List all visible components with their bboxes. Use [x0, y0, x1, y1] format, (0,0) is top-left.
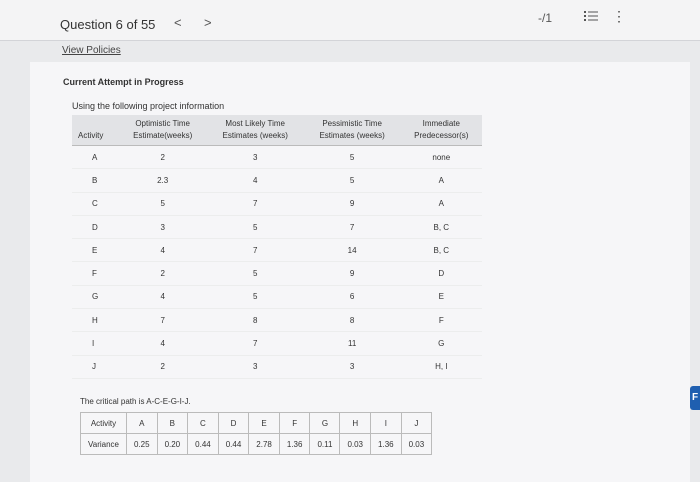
cell-pred: G	[401, 332, 482, 355]
cell-pred: B, C	[401, 239, 482, 262]
variance-table	[80, 412, 432, 455]
col-activity: Activity	[72, 115, 119, 146]
cell-optimistic: 5	[119, 192, 207, 215]
question-title: Question 6 of 55	[60, 17, 156, 32]
table-row	[72, 215, 482, 238]
cell-activity: A	[72, 146, 119, 169]
cell-activity: F	[72, 262, 119, 285]
variance-row-label: Variance	[81, 434, 127, 455]
table-row	[72, 309, 482, 332]
table-row	[72, 146, 482, 169]
cell-likely: 7	[207, 239, 304, 262]
cell-pessimistic: 9	[304, 192, 401, 215]
col-optimistic-line1: Optimistic Time	[135, 119, 190, 128]
cell-optimistic: 2	[119, 146, 207, 169]
view-policies-link[interactable]: View Policies	[62, 45, 121, 56]
col-pessimistic-line1: Pessimistic Time	[322, 119, 382, 128]
cell-activity: D	[72, 215, 119, 238]
cell-optimistic: 3	[119, 215, 207, 238]
question-intro: Using the following project information	[72, 101, 225, 111]
table-row	[72, 355, 482, 378]
cell-pred: A	[401, 192, 482, 215]
variance-activity-cell: C	[188, 413, 219, 434]
variance-activity-cell: G	[310, 413, 340, 434]
cell-likely: 7	[207, 332, 304, 355]
variance-value-cell: 1.36	[371, 434, 402, 455]
variance-header-row	[81, 413, 432, 434]
cell-pessimistic: 7	[304, 215, 401, 238]
more-options-icon[interactable]: ⋮	[612, 8, 626, 24]
col-pred-line1: Immediate	[422, 119, 460, 128]
table-row	[72, 285, 482, 308]
variance-values-row	[81, 434, 432, 455]
variance-value-cell: 0.11	[310, 434, 340, 455]
variance-activity-cell: I	[371, 413, 402, 434]
table-row	[72, 239, 482, 262]
question-list-icon[interactable]	[584, 10, 598, 22]
cell-pred: H, I	[401, 355, 482, 378]
cell-activity: I	[72, 332, 119, 355]
variance-value-cell: 0.03	[340, 434, 371, 455]
cell-likely: 4	[207, 169, 304, 192]
col-optimistic-line2: Estimate(weeks)	[133, 131, 193, 140]
cell-likely: 3	[207, 355, 304, 378]
variance-value-cell: 0.44	[188, 434, 219, 455]
cell-pessimistic: 3	[304, 355, 401, 378]
cell-pessimistic: 11	[304, 332, 401, 355]
col-likely-line2: Estimates (weeks)	[222, 131, 288, 140]
variance-value-cell: 0.03	[401, 434, 432, 455]
cell-activity: B	[72, 169, 119, 192]
cell-activity: H	[72, 309, 119, 332]
variance-activity-cell: J	[401, 413, 432, 434]
cell-likely: 5	[207, 215, 304, 238]
cell-optimistic: 2	[119, 355, 207, 378]
cell-pessimistic: 5	[304, 169, 401, 192]
project-info-table	[72, 115, 482, 379]
cell-likely: 5	[207, 285, 304, 308]
cell-activity: C	[72, 192, 119, 215]
col-likely	[207, 115, 304, 146]
variance-activity-cell: H	[340, 413, 371, 434]
variance-value-cell: 2.78	[249, 434, 280, 455]
cell-pred: A	[401, 169, 482, 192]
cell-pessimistic: 5	[304, 146, 401, 169]
cell-activity: G	[72, 285, 119, 308]
cell-pred: D	[401, 262, 482, 285]
cell-optimistic: 2	[119, 262, 207, 285]
col-pessimistic	[304, 115, 401, 146]
variance-value-cell: 1.36	[279, 434, 310, 455]
cell-likely: 3	[207, 146, 304, 169]
col-likely-line1: Most Likely Time	[225, 119, 285, 128]
table-row	[72, 262, 482, 285]
cell-pessimistic: 9	[304, 262, 401, 285]
cell-optimistic: 4	[119, 332, 207, 355]
variance-activity-cell: A	[126, 413, 157, 434]
cell-likely: 7	[207, 192, 304, 215]
cell-pred: none	[401, 146, 482, 169]
critical-path-text: The critical path is A-C-E-G-I-J.	[80, 397, 191, 406]
table-header-row	[72, 115, 482, 146]
cell-activity: J	[72, 355, 119, 378]
variance-activity-cell: D	[218, 413, 249, 434]
cell-likely: 5	[207, 262, 304, 285]
side-panel-tab[interactable]: F	[690, 386, 700, 410]
cell-optimistic: 2.3	[119, 169, 207, 192]
cell-pred: B, C	[401, 215, 482, 238]
variance-value-cell: 0.20	[157, 434, 188, 455]
cell-activity: E	[72, 239, 119, 262]
cell-pessimistic: 8	[304, 309, 401, 332]
cell-optimistic: 4	[119, 239, 207, 262]
top-bar	[0, 0, 700, 41]
variance-activity-cell: B	[157, 413, 188, 434]
variance-activity-cell: F	[279, 413, 310, 434]
cell-optimistic: 4	[119, 285, 207, 308]
score-display: -/1	[538, 11, 553, 25]
next-question-button[interactable]: >	[204, 15, 212, 30]
cell-pred: F	[401, 309, 482, 332]
cell-likely: 8	[207, 309, 304, 332]
col-predecessors	[401, 115, 482, 146]
variance-header-label: Activity	[81, 413, 127, 434]
cell-pessimistic: 14	[304, 239, 401, 262]
col-pessimistic-line2: Estimates (weeks)	[319, 131, 385, 140]
variance-activity-cell: E	[249, 413, 280, 434]
cell-pessimistic: 6	[304, 285, 401, 308]
prev-question-button[interactable]: <	[174, 15, 182, 30]
table-row	[72, 192, 482, 215]
table-row	[72, 332, 482, 355]
col-optimistic	[119, 115, 207, 146]
col-pred-line2: Predecessor(s)	[414, 131, 469, 140]
table-row	[72, 169, 482, 192]
cell-optimistic: 7	[119, 309, 207, 332]
variance-value-cell: 0.44	[218, 434, 249, 455]
attempt-status: Current Attempt in Progress	[63, 77, 184, 87]
variance-value-cell: 0.25	[126, 434, 157, 455]
cell-pred: E	[401, 285, 482, 308]
